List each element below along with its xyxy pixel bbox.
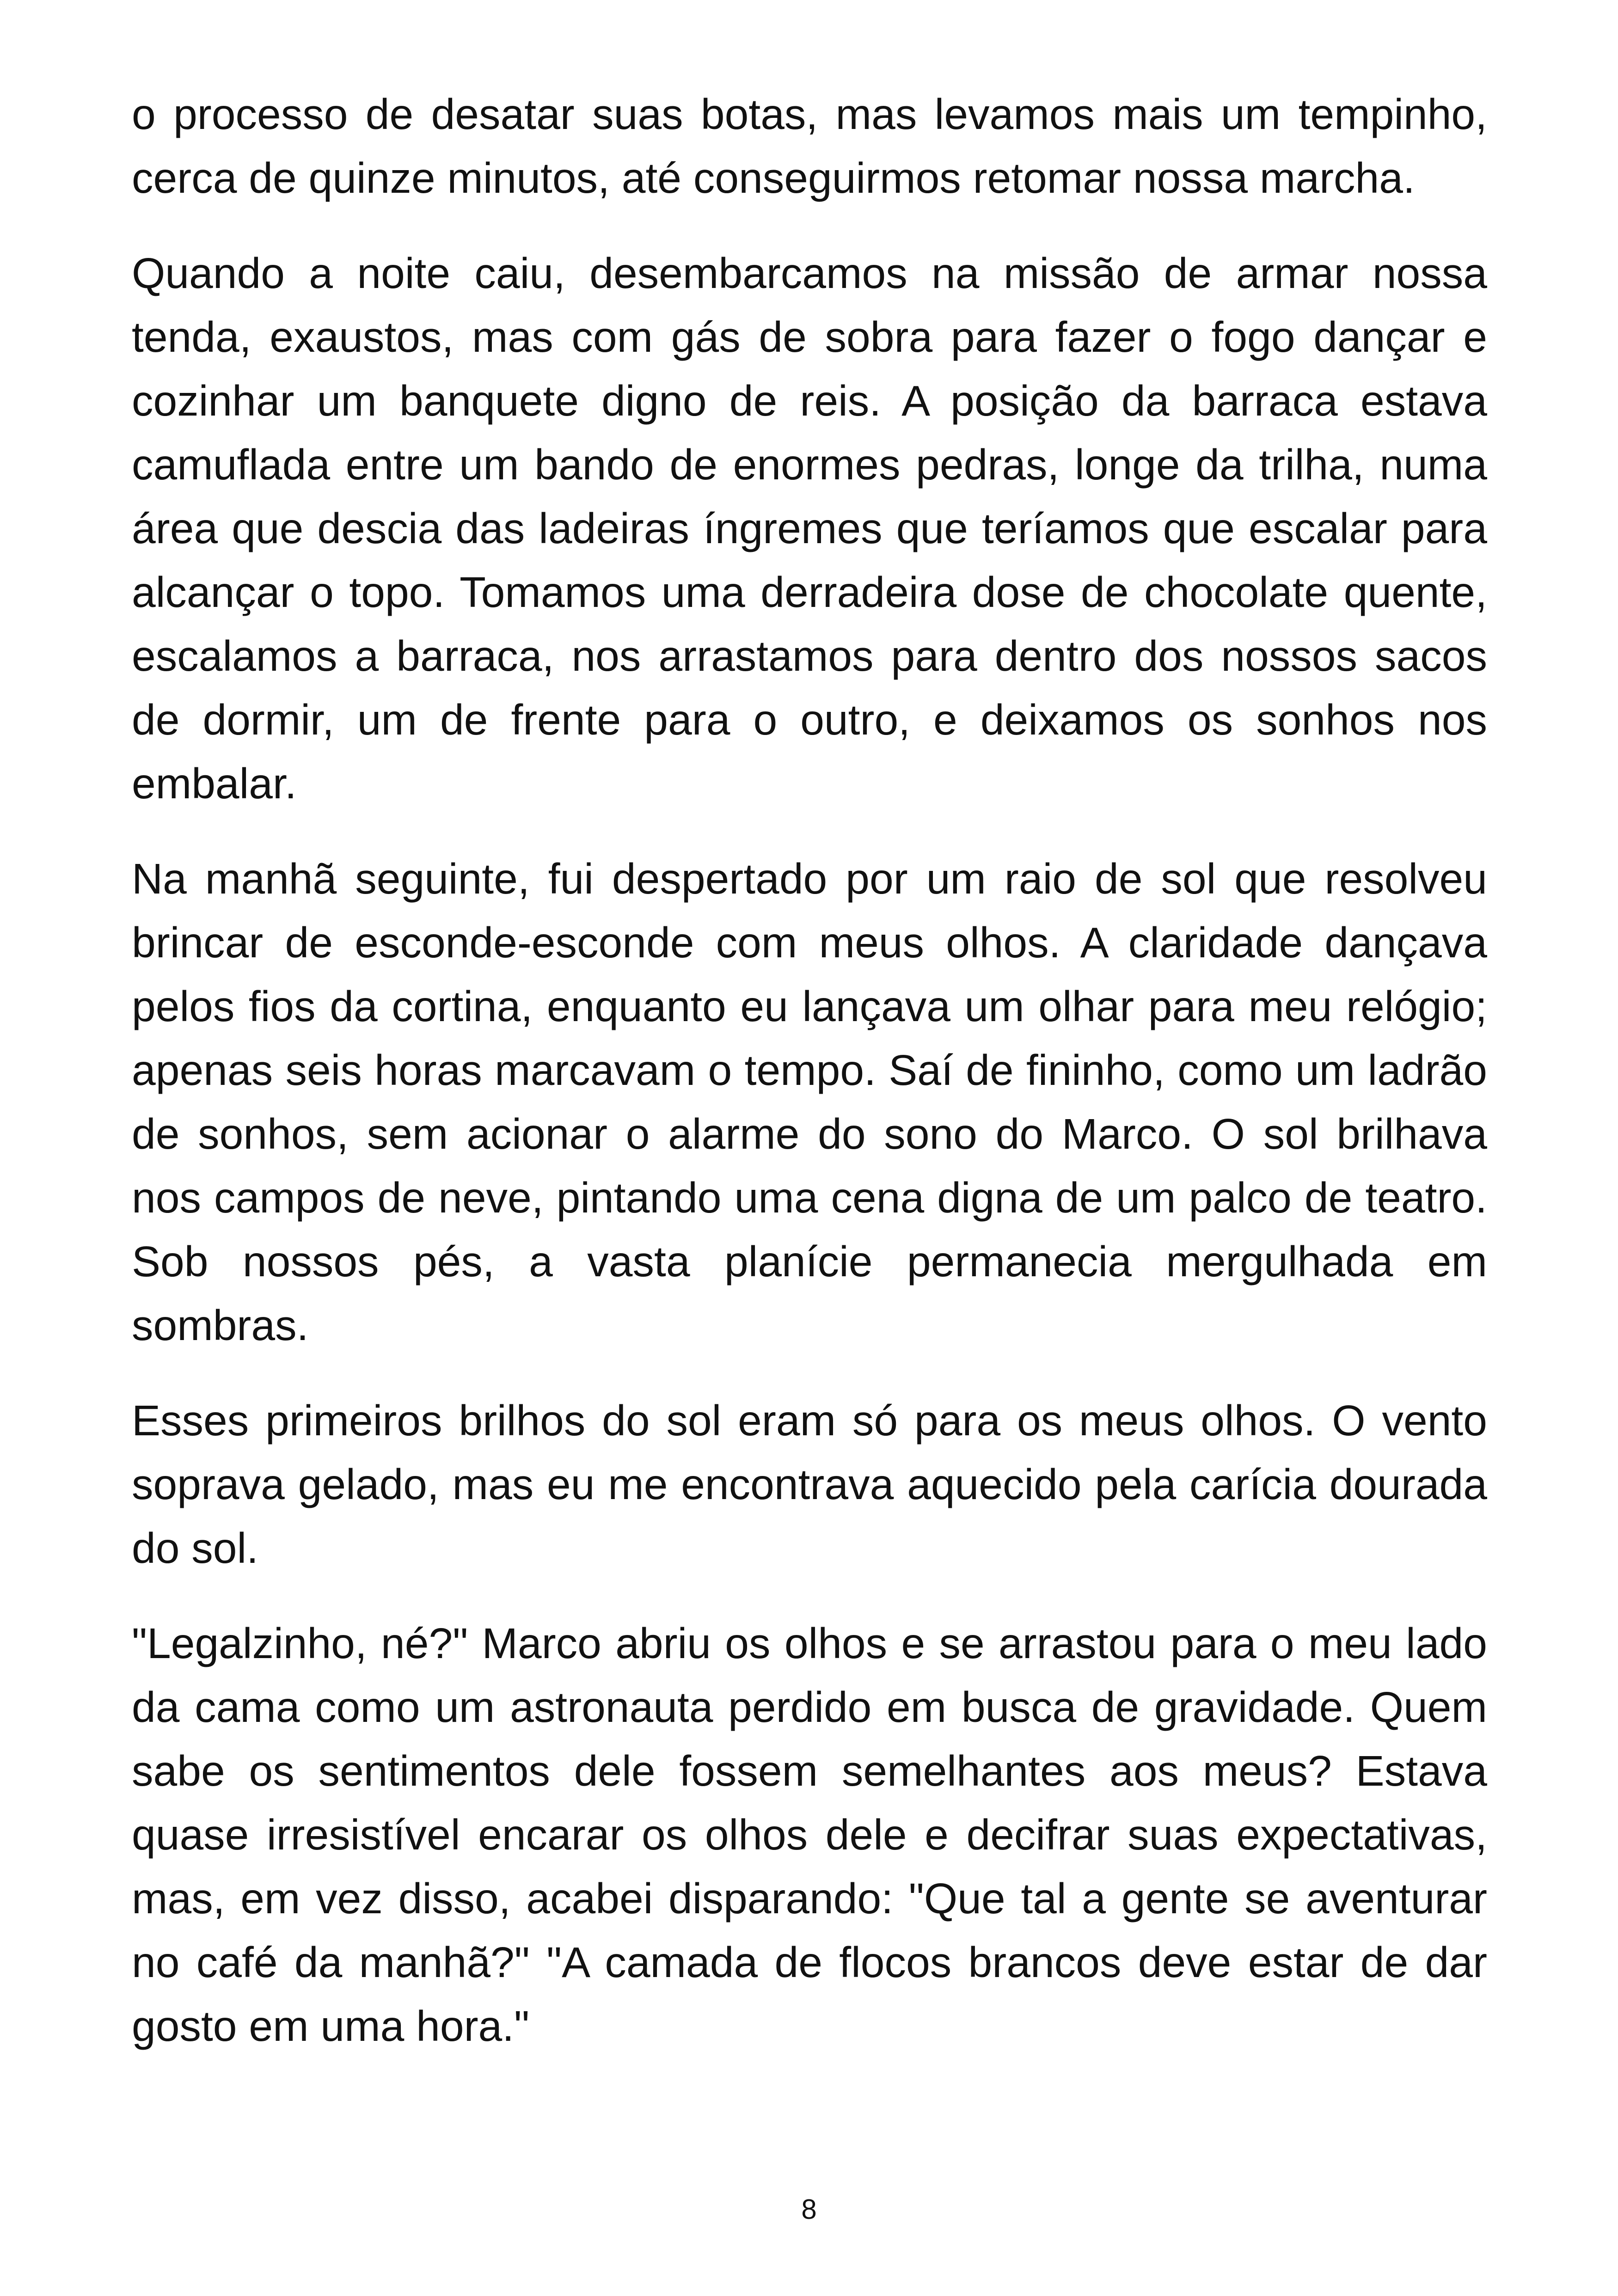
paragraph-2: Quando a noite caiu, desembarcamos na missão de armar nossa tenda, exaustos, mas com gás de sobra para fazer o fogo dançar e cozinhar um banquete digno de reis. A posição da barraca estava camuflada entre um bando de enormes pedras, longe da trilha, numa área que descia das ladeiras íngremes que teríamos que escalar para alcançar o topo. Tomamos uma derradeira dose de chocolate quente, escalamos a barraca, nos arrastamos para dentro dos nossos sacos de dormir, um de frente para o outro, e deixamos os sonhos nos embalar. bbox=[132, 249, 1487, 808]
page-number: 8 bbox=[801, 2194, 817, 2225]
paragraph-3: Na manhã seguinte, fui despertado por um raio de sol que resolveu brincar de esconde-esconde com meus olhos. A claridade dançava pelos fios da cortina, enquanto eu lançava um olhar para meu relógio; apenas seis horas marcavam o tempo. Saí de fininho, como um ladrão de sonhos, sem acionar o alarme do sono do Marco. O sol brilhava nos campos de neve, pintando uma cena digna de um palco de teatro. Sob nossos pés, a vasta planície permanecia mergulhada em sombras. bbox=[132, 855, 1487, 1349]
body-text bbox=[132, 82, 1487, 2089]
paragraph-5: "Legalzinho, né?" Marco abriu os olhos e se arrastou para o meu lado da cama como um astronauta perdido em busca de gravidade. Quem sabe os sentimentos dele fossem semelhantes aos meus? Estava quase irresistível encarar os olhos dele e decifrar suas expectativas, mas, em vez disso, acabei disparando: "Que tal a gente se aventurar no café da manhã?" "A camada de flocos brancos deve estar de dar gosto em uma hora." bbox=[132, 1619, 1487, 2050]
paragraph-1: o processo de desatar suas botas, mas levamos mais um tempinho, cerca de quinze minutos, até conseguirmos retomar nossa marcha. bbox=[132, 90, 1487, 202]
paragraph-4: Esses primeiros brilhos do sol eram só para os meus olhos. O vento soprava gelado, mas eu me encontrava aquecido pela carícia dourada do sol. bbox=[132, 1396, 1487, 1572]
